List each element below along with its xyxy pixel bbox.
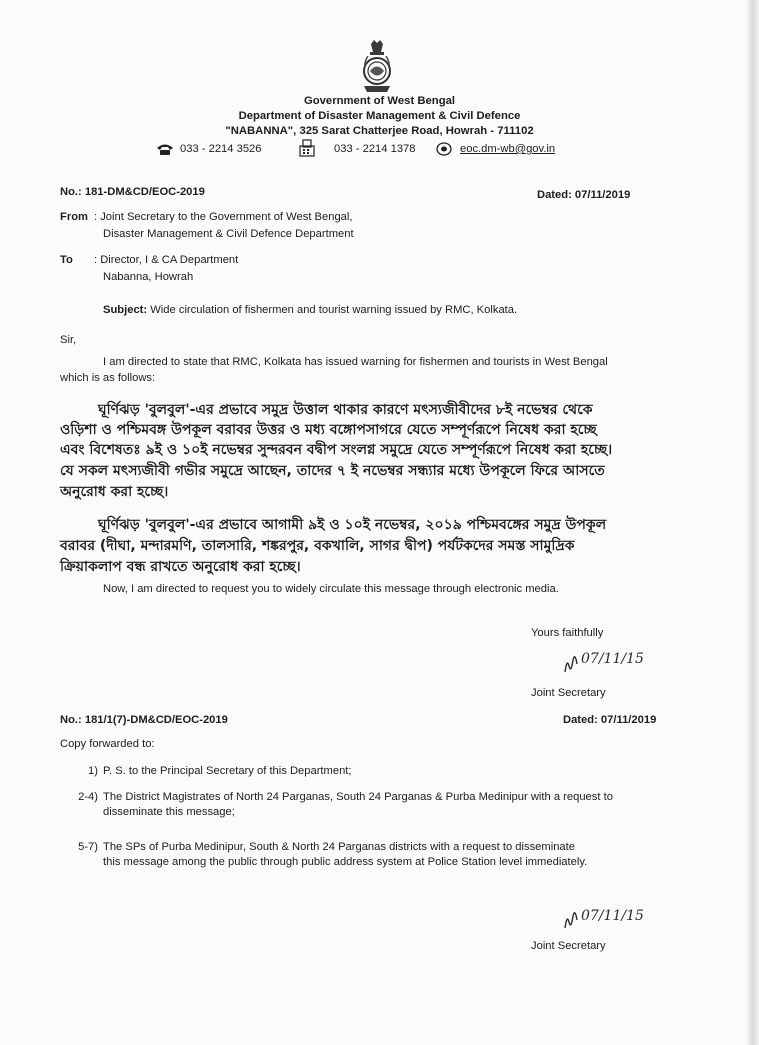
copy-signature-date: 07/11/15	[581, 908, 644, 924]
copy-signatory: Joint Secretary	[531, 940, 606, 952]
copy-item-text: The District Magistrates of North 24 Parganas, South 24 Parganas & Purba Medinipur with a request to	[103, 791, 613, 803]
from-line-1: : Joint Secretary to the Government of West Bengal,	[94, 211, 353, 223]
intro-line-2: which is as follows:	[60, 372, 156, 384]
closing: Yours faithfully	[531, 627, 604, 639]
email-icon	[436, 142, 452, 156]
signature-initial-mark	[563, 906, 579, 932]
bengali-warning-line: এবং বিশেষতঃ ৯ই ও ১০ই নভেম্বর সুন্দরবন বদ্বীপ সংলগ্ন সমুদ্রে যেতে সম্পূর্ণরূপে নিষেধ করা হচ্ছে।	[60, 442, 613, 458]
telephone-icon	[156, 143, 174, 156]
copy-item-number: 5-7)	[78, 841, 98, 853]
copy-item-text: disseminate this message;	[103, 806, 235, 818]
intro-line-1: I am directed to state that RMC, Kolkata has issued warning for fishermen and tourists in West Bengal	[103, 356, 608, 368]
bengali-warning-line: অনুরোধ করা হচ্ছে।	[60, 484, 169, 500]
page-edge-shadow	[745, 0, 759, 1045]
bengali-tourist-line: বরাবর (দীঘা, মন্দারমণি, তালসারি, শঙ্করপুর, বকখালি, সাগর দ্বীপ) পর্যটকদের সমস্ত সামুদ্রিক	[60, 538, 575, 554]
copy-memo-number: No.: 181/1(7)-DM&CD/EOC-2019	[60, 714, 228, 726]
copy-item-text: The SPs of Purba Medinipur, South & North 24 Parganas districts with a request to disseminate	[103, 841, 575, 853]
from-line-2: Disaster Management & Civil Defence Department	[103, 228, 354, 240]
department-address: "NABANNA", 325 Sarat Chatterjee Road, Howrah - 711102	[225, 125, 534, 137]
salutation: Sir,	[60, 334, 77, 346]
to-label: To	[60, 254, 73, 266]
bengali-warning-line: যে সকল মৎস্যজীবী গভীর সমুদ্রে আছেন, তাদের ৭ ই নভেম্বর সন্ধ্যার মধ্যে উপকূলে ফিরে আসতে	[60, 463, 605, 479]
memo-date: Dated: 07/11/2019	[537, 189, 631, 201]
fax-icon	[298, 139, 316, 158]
copy-item-number: 1)	[88, 765, 98, 777]
copy-item-text: P. S. to the Principal Secretary of this Department;	[103, 765, 352, 777]
subject-line	[103, 303, 517, 317]
phone-number: 033 - 2214 3526	[180, 143, 262, 155]
signatory: Joint Secretary	[531, 687, 606, 699]
bengali-warning-line: ওড়িশা ও পশ্চিমবঙ্গ উপকূল বরাবর উত্তর ও মধ্য বঙ্গোপসাগরে যেতে সম্পূর্ণরূপে নিষেধ করা হচ্ছে	[60, 422, 597, 438]
signature-initial-mark	[563, 650, 579, 676]
request-line: Now, I am directed to request you to widely circulate this message through electronic media.	[103, 583, 559, 595]
contact-row	[156, 141, 596, 159]
email-address[interactable]: eoc.dm-wb@gov.in	[460, 143, 556, 155]
subject-text: Wide circulation of fishermen and tourist warning issued by RMC, Kolkata.	[150, 304, 518, 316]
bengali-tourist-line: ঘূর্ণিঝড় 'বুলবুল'-এর প্রভাবে আগামী ৯ই ও ১০ই নভেম্বর, ২০১৯ পশ্চিমবঙ্গের সমুদ্র উপকূল	[98, 517, 607, 533]
copy-item-number: 2-4)	[78, 791, 98, 803]
copy-item-text: this message among the public through public address system at Police Station level immediately.	[103, 856, 588, 868]
copy-forwarded-label: Copy forwarded to:	[60, 738, 155, 750]
signature-date: 07/11/15	[581, 651, 644, 667]
bengali-warning-line: ঘূর্ণিঝড় 'বুলবুল'-এর প্রভাবে সমুদ্র উত্তাল থাকার কারণে মৎস্যজীবীদের ৮ই নভেম্বর থেকে	[98, 402, 593, 418]
fax-number: 033 - 2214 1378	[334, 143, 416, 155]
state-emblem-icon	[356, 38, 398, 94]
subject-label: Subject:	[103, 304, 148, 316]
memo-number: No.: 181-DM&CD/EOC-2019	[60, 186, 205, 198]
copy-memo-date: Dated: 07/11/2019	[563, 714, 657, 726]
department-title: Department of Disaster Management & Civil Defence	[238, 110, 521, 122]
to-line-2: Nabanna, Howrah	[103, 271, 194, 283]
bengali-tourist-line: ক্রিয়াকলাপ বন্ধ রাখতে অনুরোধ করা হচ্ছে।	[60, 559, 301, 575]
government-title: Government of West Bengal	[303, 95, 456, 107]
to-line-1: : Director, I & CA Department	[94, 254, 239, 266]
from-label: From	[60, 211, 88, 223]
